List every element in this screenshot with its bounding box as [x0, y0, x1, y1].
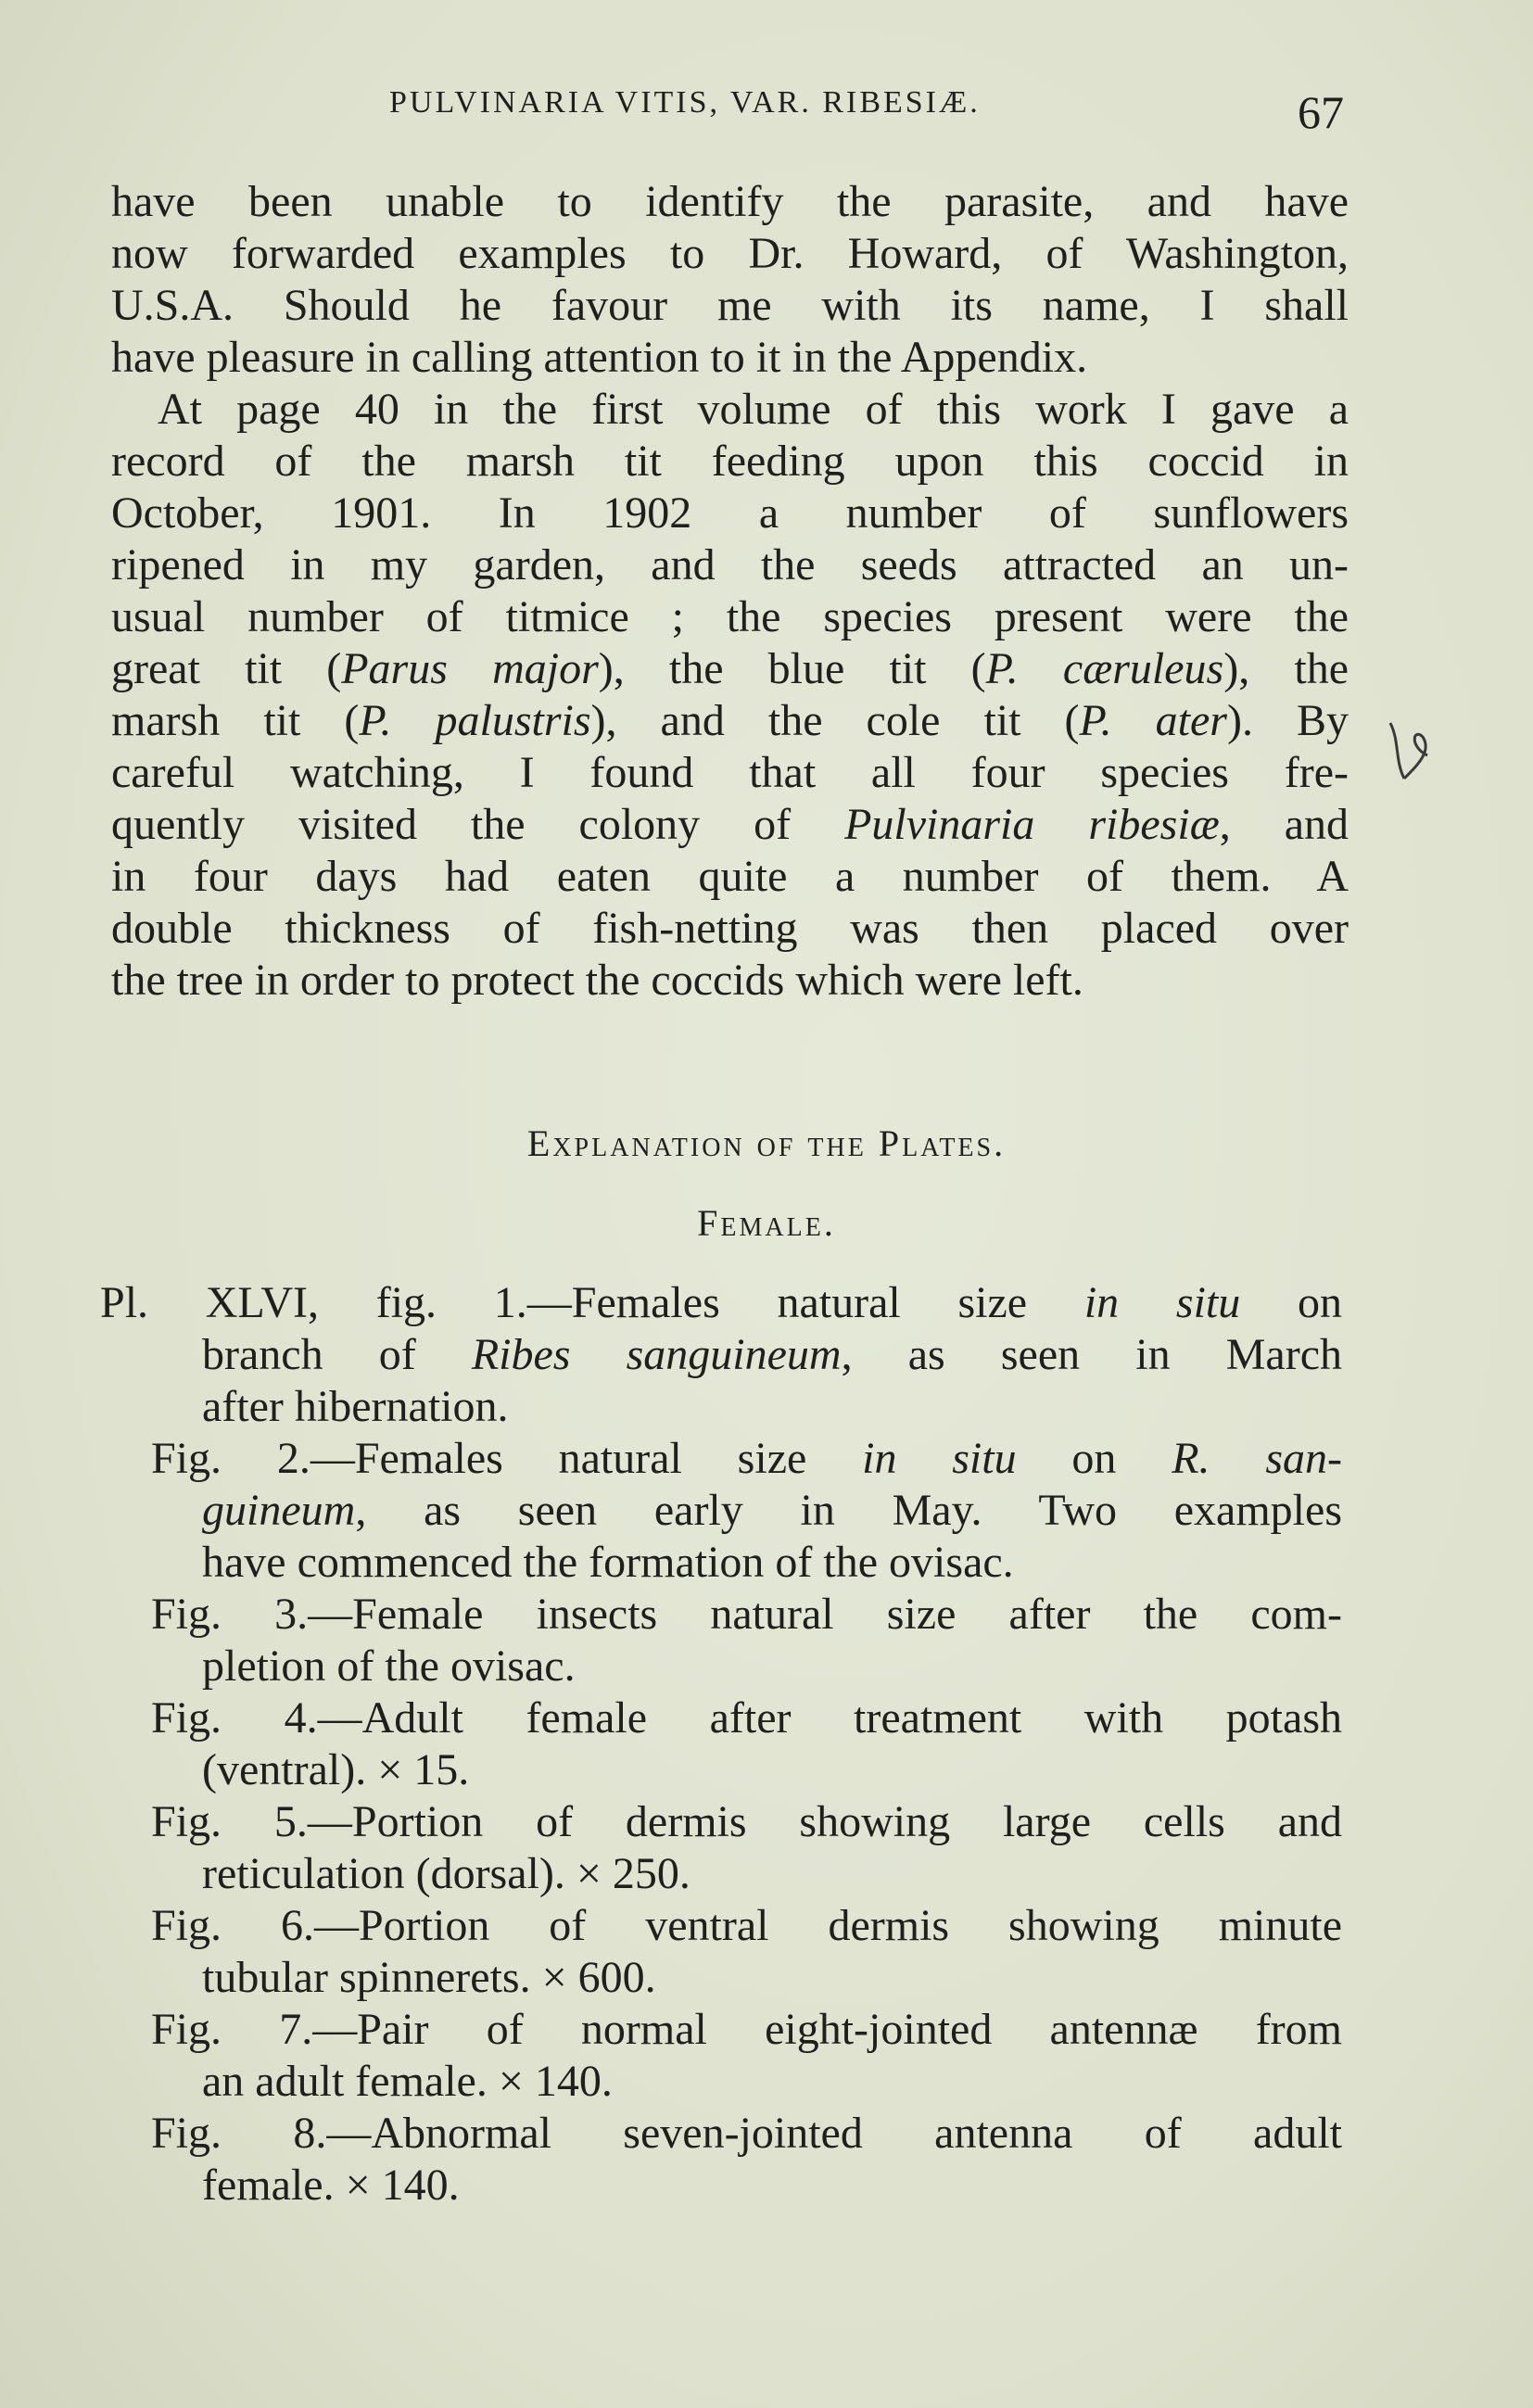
subheading: Female. [697, 1202, 836, 1244]
plate-explanations [100, 1277, 1342, 2212]
text-line: marsh tit (P. palustris), and the cole tit (P. ater). By [111, 696, 1349, 745]
text-line: guineum, as seen early in May. Two examples [202, 1486, 1342, 1535]
text-line: (ventral). × 15. [202, 1745, 470, 1794]
text-line: Fig. 2.—Females natural size in situ on R. san- [151, 1434, 1343, 1483]
pencil-mark-icon [1381, 714, 1446, 797]
text-line: At page 40 in the first volume of this work I gave a [158, 385, 1349, 434]
text-line: pletion of the ovisac. [202, 1641, 576, 1691]
text-line: have pleasure in calling attention to it in the Appendix. [111, 333, 1088, 382]
text-line: have commenced the formation of the ovisac. [202, 1538, 1014, 1587]
plate-entry [100, 2108, 1342, 2212]
text-line: reticulation (dorsal). × 250. [202, 1849, 690, 1898]
text-line: in four days had eaten quite a number of them. A [111, 852, 1349, 901]
text-line: U.S.A. Should he favour me with its name, I shall [111, 281, 1349, 330]
text-line: great tit (Parus major), the blue tit (P. cæruleus), the [111, 644, 1349, 693]
text-line: female. × 140. [202, 2161, 460, 2210]
running-head: PULVINARIA VITIS, VAR. RIBESIÆ. [389, 85, 981, 120]
plate-entry [100, 2004, 1342, 2108]
text-line: an adult female. × 140. [202, 2057, 613, 2106]
text-line: after hibernation. [202, 1382, 509, 1431]
text-line: Fig. 5.—Portion of dermis showing large cells and [151, 1797, 1342, 1846]
plate-entry [100, 1692, 1342, 1796]
text-line: Pl. XLVI, fig. 1.—Females natural size in situ on [100, 1278, 1342, 1327]
text-line: the tree in order to protect the coccids which were left. [111, 956, 1083, 1005]
text-line: ripened in my garden, and the seeds attracted an un- [111, 540, 1349, 589]
plate-entry [100, 1433, 1342, 1589]
text-line: Fig. 3.—Female insects natural size after the com- [151, 1590, 1342, 1639]
text-line: Fig. 4.—Adult female after treatment with potash [151, 1693, 1342, 1743]
text-line: have been unable to identify the parasite, and have [111, 177, 1349, 226]
text-line: record of the marsh tit feeding upon this coccid in [111, 437, 1349, 486]
text-line: Fig. 6.—Portion of ventral dermis showing minute [151, 1901, 1342, 1950]
page-number: 67 [1298, 86, 1344, 138]
text-line: now forwarded examples to Dr. Howard, of Washington, [111, 229, 1349, 278]
plate-entry [100, 1277, 1342, 1433]
text-line: Fig. 8.—Abnormal seven-jointed antenna of adult [151, 2109, 1342, 2158]
plate-entry [100, 1796, 1342, 1900]
text-line: Fig. 7.—Pair of normal eight-jointed antennæ from [151, 2005, 1342, 2054]
text-line: branch of Ribes sanguineum, as seen in March [202, 1330, 1343, 1379]
section-heading: Explanation of the Plates. [526, 1122, 1007, 1164]
body-text [111, 176, 1349, 1007]
text-line: usual number of titmice ; the species present were the [111, 592, 1349, 641]
text-line: careful watching, I found that all four species fre- [111, 748, 1349, 797]
text-line: tubular spinnerets. × 600. [202, 1953, 656, 2002]
text-line: double thickness of fish-netting was then placed over [111, 904, 1349, 953]
plate-entry [100, 1589, 1342, 1692]
text-line: quently visited the colony of Pulvinaria ribesiæ, and [111, 800, 1349, 849]
text-line: October, 1901. In 1902 a number of sunflowers [111, 488, 1349, 538]
plate-entry [100, 1900, 1342, 2004]
